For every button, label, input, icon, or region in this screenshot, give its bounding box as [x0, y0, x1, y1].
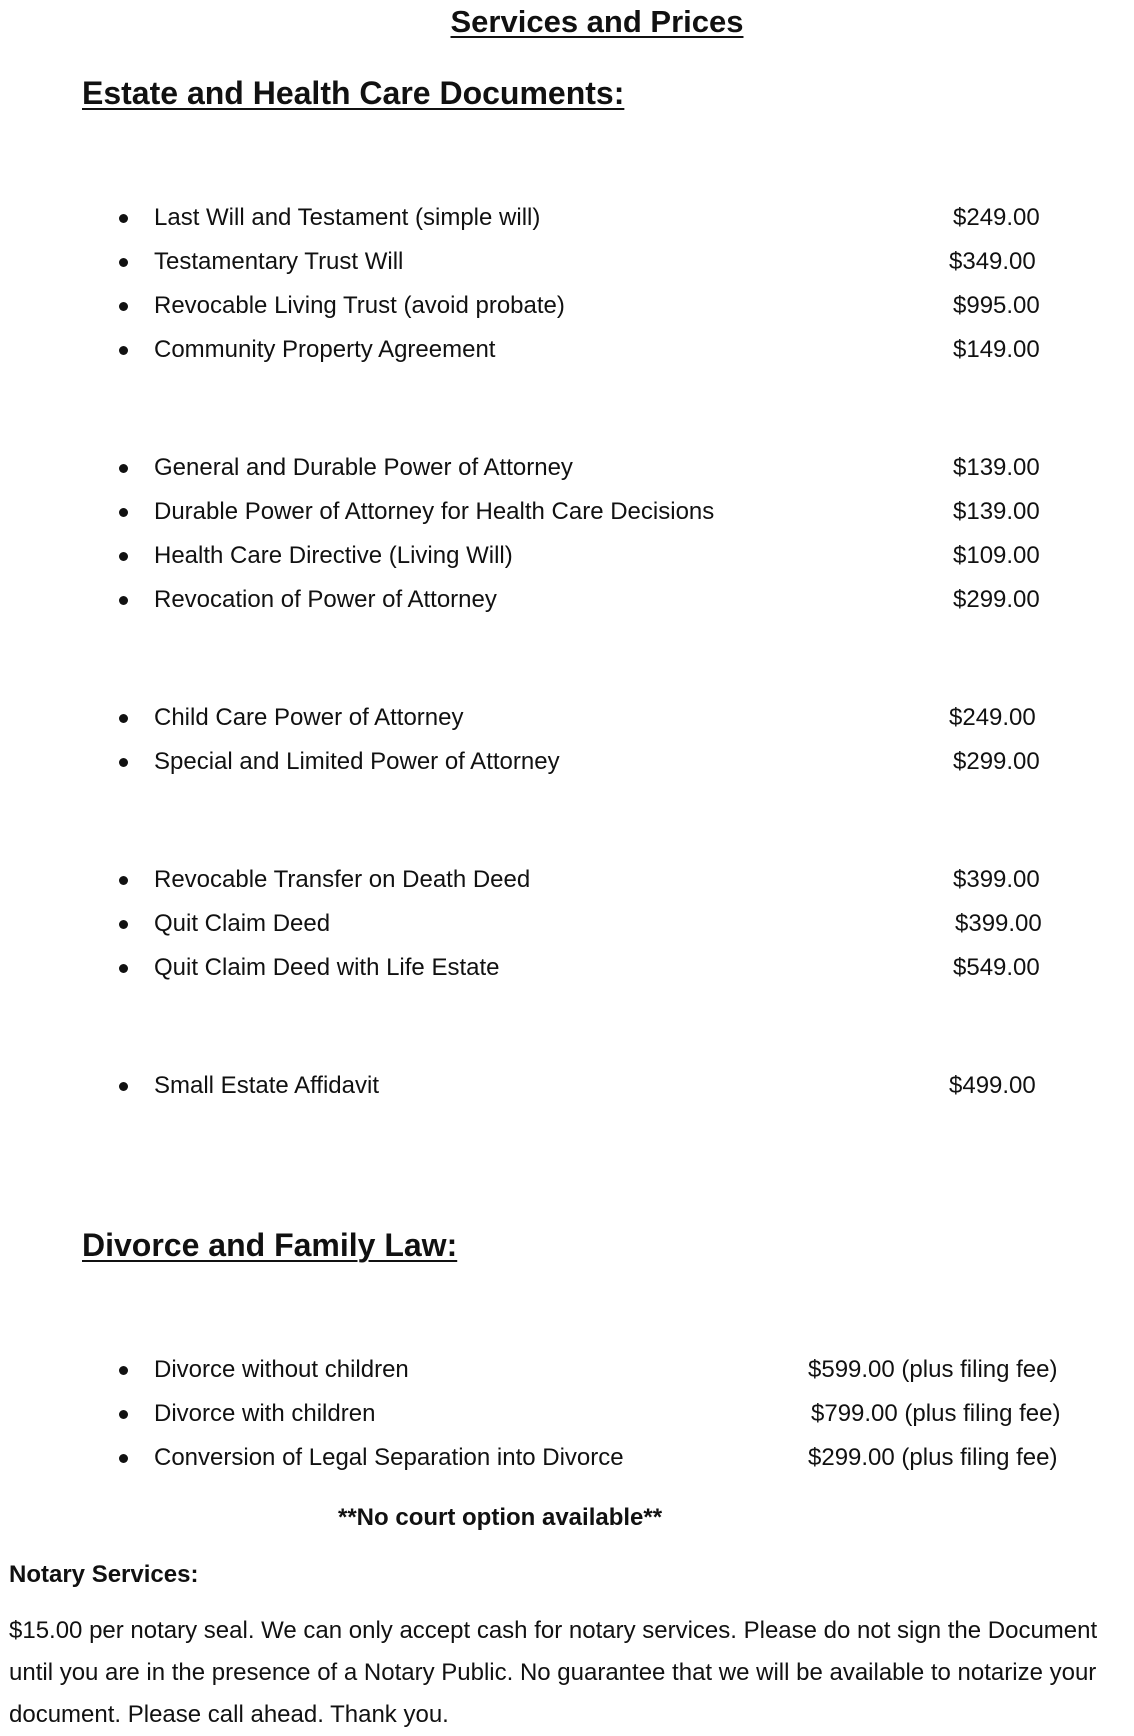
service-item — [0, 742, 1134, 782]
service-price: $549.00 — [953, 954, 1040, 981]
service-name: Special and Limited Power of Attorney — [154, 748, 560, 775]
service-item — [0, 536, 1134, 576]
bullet-icon — [119, 876, 128, 885]
service-item — [0, 1066, 1134, 1106]
service-item — [0, 1350, 1134, 1390]
service-item — [0, 580, 1134, 620]
service-name: Health Care Directive (Living Will) — [154, 542, 513, 569]
service-item — [0, 492, 1134, 532]
bullet-icon — [119, 552, 128, 561]
service-price: $139.00 — [953, 498, 1040, 525]
bullet-icon — [119, 1366, 128, 1375]
service-item — [0, 448, 1134, 488]
bullet-icon — [119, 214, 128, 223]
bullet-icon — [119, 964, 128, 973]
service-price: $299.00 (plus filing fee) — [808, 1444, 1058, 1471]
bullet-icon — [119, 1454, 128, 1463]
service-name: Last Will and Testament (simple will) — [154, 204, 541, 231]
bullet-icon — [119, 508, 128, 517]
service-name: General and Durable Power of Attorney — [154, 454, 573, 481]
service-item — [0, 698, 1134, 738]
service-item — [0, 1394, 1134, 1434]
service-item — [0, 1438, 1134, 1478]
service-name: Small Estate Affidavit — [154, 1072, 379, 1099]
no-court-note: **No court option available** — [338, 1504, 663, 1531]
service-item — [0, 286, 1134, 326]
bullet-icon — [119, 596, 128, 605]
service-name: Durable Power of Attorney for Health Care Decisions — [154, 498, 715, 525]
bullet-icon — [119, 1082, 128, 1091]
notary-description: $15.00 per notary seal. We can only accept cash for notary services. Please do not sign the Document until you are in the presence of a Notary Public. No guarantee that we will be available to notarize your document. Please call ahead. Thank you. — [9, 1617, 1098, 1728]
page-title — [0, 2, 1134, 42]
divorce-section-heading: Divorce and Family Law: — [82, 1227, 458, 1263]
service-price: $139.00 — [953, 454, 1040, 481]
bullet-icon — [119, 258, 128, 267]
service-price: $599.00 (plus filing fee) — [808, 1356, 1058, 1383]
service-item — [0, 242, 1134, 282]
bullet-icon — [119, 346, 128, 355]
estate-section-heading: Estate and Health Care Documents: — [82, 75, 625, 111]
service-item — [0, 948, 1134, 988]
service-name: Revocation of Power of Attorney — [154, 586, 497, 613]
service-name: Revocable Transfer on Death Deed — [154, 866, 531, 893]
bullet-icon — [119, 714, 128, 723]
service-item — [0, 198, 1134, 238]
service-name: Quit Claim Deed — [154, 910, 331, 937]
service-price: $799.00 (plus filing fee) — [811, 1400, 1061, 1427]
service-name: Divorce with children — [154, 1400, 376, 1427]
service-price: $995.00 — [953, 292, 1040, 319]
service-price: $249.00 — [953, 204, 1040, 231]
service-price: $399.00 — [953, 866, 1040, 893]
service-price: $399.00 — [955, 910, 1042, 937]
bullet-icon — [119, 758, 128, 767]
bullet-icon — [119, 464, 128, 473]
service-name: Conversion of Legal Separation into Divorce — [154, 1444, 624, 1471]
bullet-icon — [119, 920, 128, 929]
service-item — [0, 330, 1134, 370]
service-item — [0, 860, 1134, 900]
service-price: $149.00 — [953, 336, 1040, 363]
bullet-icon — [119, 1410, 128, 1419]
service-price: $349.00 — [949, 248, 1036, 275]
service-name: Divorce without children — [154, 1356, 409, 1383]
service-price: $109.00 — [953, 542, 1040, 569]
service-price: $499.00 — [949, 1072, 1036, 1099]
bullet-icon — [119, 302, 128, 311]
service-name: Quit Claim Deed with Life Estate — [154, 954, 500, 981]
service-item — [0, 904, 1134, 944]
service-name: Revocable Living Trust (avoid probate) — [154, 292, 565, 319]
service-name: Community Property Agreement — [154, 336, 496, 363]
service-price: $299.00 — [953, 748, 1040, 775]
service-name: Testamentary Trust Will — [154, 248, 404, 275]
service-price: $249.00 — [949, 704, 1036, 731]
service-price: $299.00 — [953, 586, 1040, 613]
page-title-text: Services and Prices — [450, 4, 744, 39]
notary-heading: Notary Services: — [9, 1561, 199, 1588]
service-name: Child Care Power of Attorney — [154, 704, 464, 731]
